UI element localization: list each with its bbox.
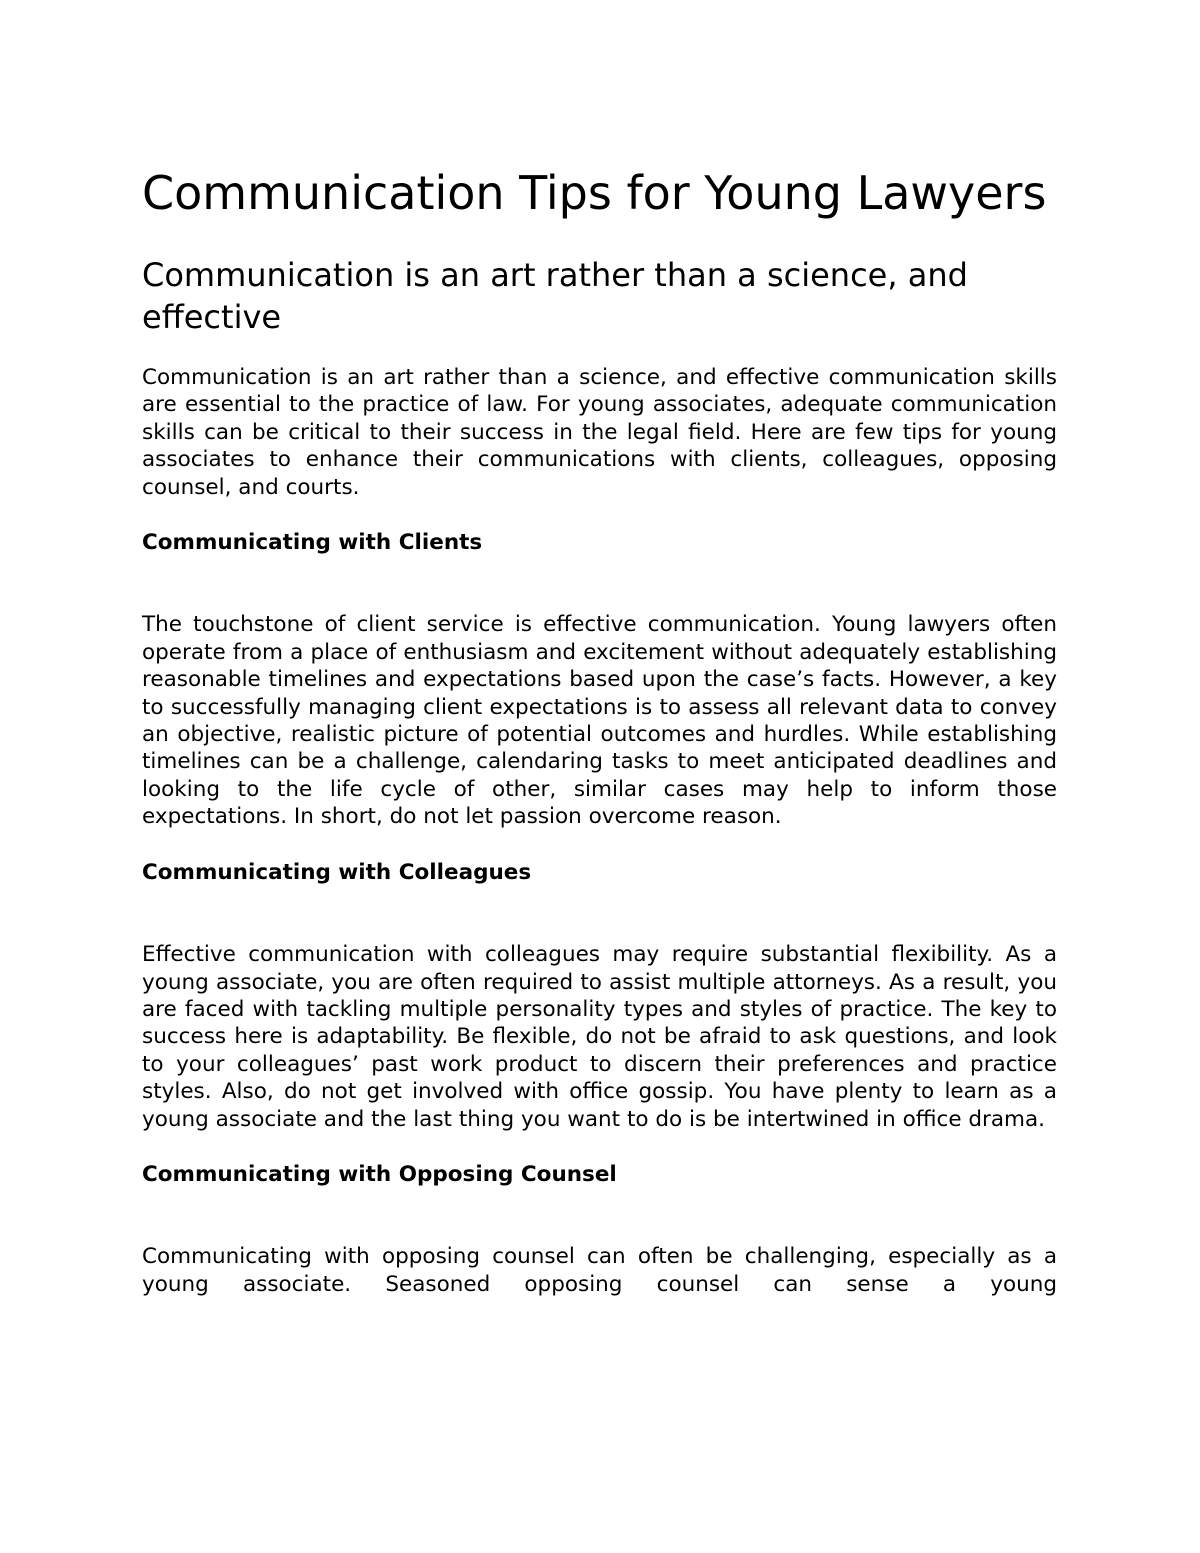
document-page: [142, 165, 1057, 1326]
section-heading-clients: Communicating with Clients: [142, 530, 483, 556]
section-body-opposing-counsel: Communicating with opposing counsel can often be challenging, especially as a young associate. Seasoned opposing counsel can sense a young: [142, 1244, 1057, 1297]
document-title: Communication Tips for Young Lawyers: [142, 166, 1047, 220]
document-subtitle: Communication is an art rather than a science, and effective: [142, 256, 968, 336]
section-heading-opposing-counsel: Communicating with Opposing Counsel: [142, 1161, 617, 1187]
section-body-colleagues: Effective communication with colleagues may require substantial flexibility. As a young associate, you are often required to assist multiple attorneys. As a result, you are faced with tackling multiple personality types and styles of practice. The key to success here is adaptability. Be flexible, do not be afraid to ask questions, and look to your colleagues’ past work product to discern their preferences and practice styles. Also, do not get involved with office gossip. You have plenty to learn as a young associate and the last thing you want to do is be intertwined in office drama.: [142, 942, 1057, 1132]
section-body-clients: The touchstone of client service is effective communication. Young lawyers often operate from a place of enthusiasm and excitement without adequately establishing reasonable timelines and expectations based upon the case’s facts. However, a key to successfully managing client expectations is to assess all relevant data to convey an objective, realistic picture of potential outcomes and hurdles. While establishing timelines can be a challenge, calendaring tasks to meet anticipated deadlines and looking to the life cycle of other, similar cases may help to inform those expectations. In short, do not let passion overcome reason.: [142, 612, 1057, 830]
intro-paragraph: Communication is an art rather than a science, and effective communication skills are essential to the practice of law. For young associates, adequate communication skills can be critical to their success in the legal field. Here are few tips for young associates to enhance their communications with clients, colleagues, opposing counsel, and courts.: [142, 365, 1057, 500]
section-heading-colleagues: Communicating with Colleagues: [142, 859, 532, 885]
